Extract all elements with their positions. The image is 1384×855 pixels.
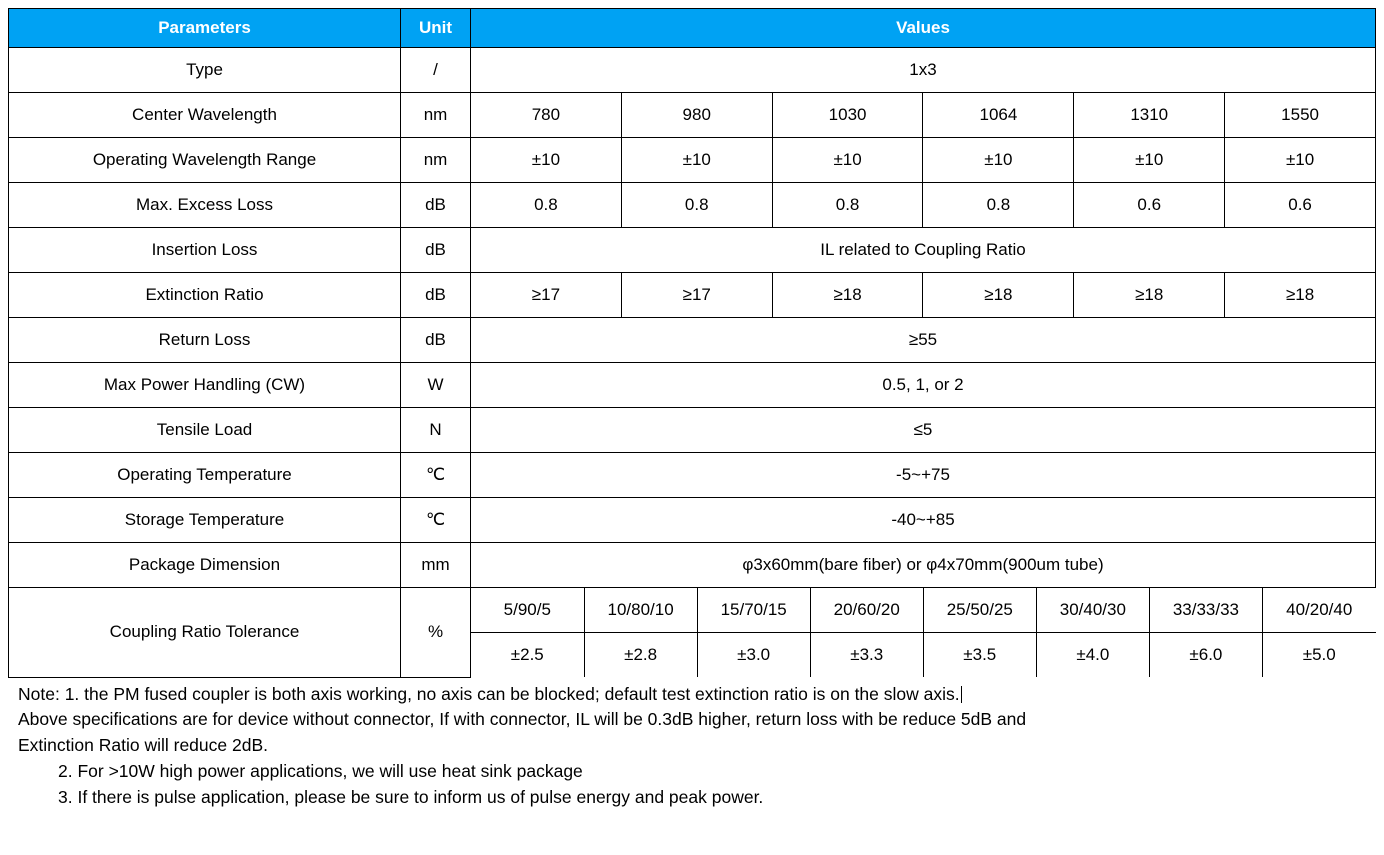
tolerance-value: ±3.0	[697, 633, 810, 678]
coupling-ratio-value: 20/60/20	[810, 588, 923, 633]
row-value: 980	[621, 93, 772, 138]
row-value: 1550	[1225, 93, 1376, 138]
table-header-row	[9, 9, 1376, 48]
row-unit: ℃	[401, 453, 471, 498]
row-label: Max Power Handling (CW)	[9, 363, 401, 408]
row-value: ≥17	[471, 273, 622, 318]
tolerance-value: ±5.0	[1262, 633, 1375, 678]
tolerance-value: ±3.3	[810, 633, 923, 678]
row-unit: %	[401, 588, 471, 678]
table-row	[9, 48, 1376, 93]
row-label: Type	[9, 48, 401, 93]
table-row	[9, 408, 1376, 453]
row-label: Operating Wavelength Range	[9, 138, 401, 183]
row-value: ≥18	[923, 273, 1074, 318]
coupling-ratio-value: 40/20/40	[1262, 588, 1375, 633]
row-value: 1x3	[471, 48, 1376, 93]
row-value: ±10	[1225, 138, 1376, 183]
row-value: 0.6	[1225, 183, 1376, 228]
row-label: Package Dimension	[9, 543, 401, 588]
row-value: 0.8	[923, 183, 1074, 228]
row-unit: dB	[401, 228, 471, 273]
row-value: ≥18	[772, 273, 923, 318]
row-value: 0.8	[471, 183, 622, 228]
row-label: Extinction Ratio	[9, 273, 401, 318]
row-value: ±10	[1074, 138, 1225, 183]
row-value: ±10	[923, 138, 1074, 183]
note-line-1	[8, 682, 1376, 707]
note-text: Note: 1. the PM fused coupler is both axis working, no axis can be blocked; default test extinction ratio is on the slow axis.	[18, 683, 960, 704]
row-label: Storage Temperature	[9, 498, 401, 543]
row-value: 780	[471, 93, 622, 138]
row-unit: ℃	[401, 498, 471, 543]
note-line-5: 3. If there is pulse application, please be sure to inform us of pulse energy and peak power.	[58, 786, 764, 807]
row-unit: dB	[401, 183, 471, 228]
row-label: Operating Temperature	[9, 453, 401, 498]
table-row	[9, 138, 1376, 183]
row-value: ±10	[772, 138, 923, 183]
row-label: Return Loss	[9, 318, 401, 363]
coupling-ratio-value: 30/40/30	[1036, 588, 1149, 633]
table-row	[9, 543, 1376, 588]
row-unit: W	[401, 363, 471, 408]
note-line-2: Above specifications are for device without connector, If with connector, IL will be 0.3dB higher, return loss with be reduce 5dB and	[18, 709, 1027, 730]
row-value: ≥17	[621, 273, 772, 318]
table-row	[9, 498, 1376, 543]
row-value: 1064	[923, 93, 1074, 138]
row-value: 0.5, 1, or 2	[471, 363, 1376, 408]
row-unit: mm	[401, 543, 471, 588]
coupling-ratio-value: 5/90/5	[471, 588, 584, 633]
specifications-table	[8, 8, 1376, 678]
tolerance-value: ±2.8	[584, 633, 697, 678]
row-unit: nm	[401, 138, 471, 183]
row-value: ≥18	[1074, 273, 1225, 318]
row-unit: N	[401, 408, 471, 453]
table-body	[9, 48, 1376, 678]
column-header-unit: Unit	[401, 9, 471, 48]
row-unit: dB	[401, 318, 471, 363]
tolerance-value: ±2.5	[471, 633, 584, 678]
row-value: 0.6	[1074, 183, 1225, 228]
table-row	[9, 363, 1376, 408]
table-row	[9, 318, 1376, 363]
row-value: ±10	[471, 138, 622, 183]
row-label: Center Wavelength	[9, 93, 401, 138]
row-value: ≤5	[471, 408, 1376, 453]
row-value: 1030	[772, 93, 923, 138]
row-unit: /	[401, 48, 471, 93]
table-header	[9, 9, 1376, 48]
tolerance-value: ±6.0	[1149, 633, 1262, 678]
table-row	[9, 273, 1376, 318]
row-value: 1310	[1074, 93, 1225, 138]
row-value: ≥55	[471, 318, 1376, 363]
coupling-ratio-subtable	[471, 588, 1376, 677]
row-value: 0.8	[772, 183, 923, 228]
coupling-ratio-value: 33/33/33	[1149, 588, 1262, 633]
note-line-3: Extinction Ratio will reduce 2dB.	[18, 735, 268, 756]
tolerance-value: ±3.5	[923, 633, 1036, 678]
table-row	[9, 93, 1376, 138]
row-value: -5~+75	[471, 453, 1376, 498]
row-label: Coupling Ratio Tolerance	[9, 588, 401, 678]
coupling-ratio-value: 25/50/25	[923, 588, 1036, 633]
row-value: -40~+85	[471, 498, 1376, 543]
row-value: φ3x60mm(bare fiber) or φ4x70mm(900um tube)	[471, 543, 1376, 588]
column-header-parameters: Parameters	[9, 9, 401, 48]
notes-block	[8, 682, 1376, 810]
row-value: IL related to Coupling Ratio	[471, 228, 1376, 273]
table-row	[9, 453, 1376, 498]
coupling-ratio-value: 10/80/10	[584, 588, 697, 633]
coupling-ratio-values-row	[471, 588, 1376, 633]
tolerance-value: ±4.0	[1036, 633, 1149, 678]
text-caret	[961, 686, 962, 703]
table-row	[9, 588, 1376, 678]
row-unit: nm	[401, 93, 471, 138]
row-value: 0.8	[621, 183, 772, 228]
note-line-4: 2. For >10W high power applications, we will use heat sink package	[58, 761, 583, 782]
row-label: Insertion Loss	[9, 228, 401, 273]
table-row	[9, 183, 1376, 228]
row-value: ≥18	[1225, 273, 1376, 318]
coupling-ratio-value: 15/70/15	[697, 588, 810, 633]
table-row	[9, 228, 1376, 273]
row-unit: dB	[401, 273, 471, 318]
row-label: Tensile Load	[9, 408, 401, 453]
row-label: Max. Excess Loss	[9, 183, 401, 228]
column-header-values: Values	[471, 9, 1376, 48]
row-value: ±10	[621, 138, 772, 183]
coupling-ratio-tolerance-row	[471, 633, 1376, 678]
